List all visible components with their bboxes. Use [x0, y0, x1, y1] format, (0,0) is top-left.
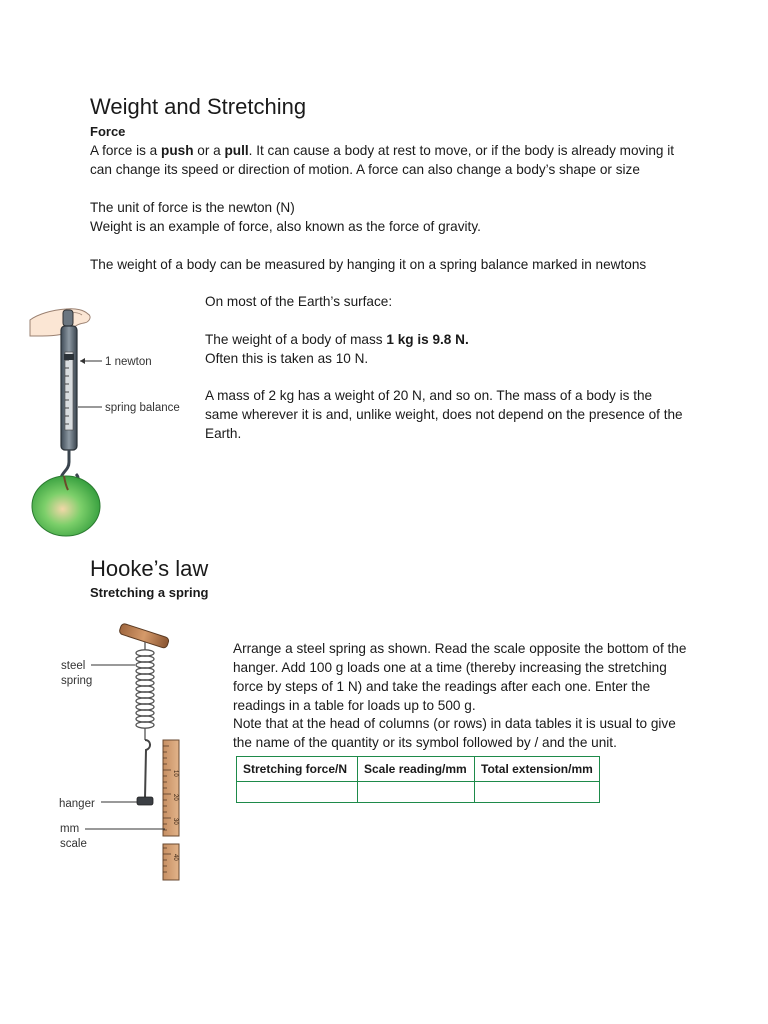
text-run: The weight of a body of mass: [205, 332, 387, 347]
label-1-newton: 1 newton: [105, 356, 152, 368]
force-definition: [90, 141, 690, 179]
weight-line: Weight is an example of force, also known as the force of gravity.: [90, 219, 481, 234]
unit-line: The unit of force is the newton (N): [90, 200, 295, 215]
label-spring-balance: spring balance: [105, 402, 180, 414]
earth-intro: On most of the Earth’s surface:: [205, 294, 393, 309]
table-note: Note that at the head of columns (or rows) in data tables it is usual to give the name of the quantity or its symbol followed by / and the unit.: [233, 716, 676, 750]
scale-tick-20: 20: [172, 794, 178, 801]
hanger-icon: [145, 740, 150, 798]
measure-line: The weight of a body can be measured by hanging it on a spring balance marked in newtons: [90, 257, 647, 272]
header-stretching-force: Stretching force/N: [237, 757, 358, 782]
label-spring: spring: [61, 675, 93, 687]
scale-tick-40: 40: [172, 854, 178, 861]
hookes-paragraph: Arrange a steel spring as shown. Read the scale opposite the bottom of the hanger. Add 100 g loads one at a time (thereby increasing the stretching force by steps of 1 N) and take the readings after each one. Enter the readings in a table for loads up to 500 g.: [233, 641, 687, 713]
label-steel: steel: [61, 660, 86, 672]
wooden-support-icon: [119, 623, 170, 649]
text-run: . It can cause a body at rest to move, or if the body is already moving it can change its speed or direction of motion. A force can also change a body’s shape or size: [90, 143, 675, 177]
table-cell[interactable]: [358, 782, 475, 803]
table-row: [237, 782, 600, 803]
bold-mass-value: 1 kg is 9.8 N.: [386, 332, 469, 347]
text-run: or a: [193, 143, 225, 158]
force-subtitle: Force: [90, 124, 126, 139]
mass-line: [205, 330, 469, 349]
spring-figure: [55, 622, 195, 884]
stretching-subtitle: Stretching a spring: [90, 585, 209, 600]
spring-icon: [136, 642, 154, 740]
header-scale-reading: Scale reading/mm: [358, 757, 475, 782]
scale-tick-10: 10: [172, 770, 178, 777]
page-title: Weight and Stretching: [90, 94, 307, 119]
label-mm: mm: [60, 823, 80, 835]
bold-push: push: [161, 143, 194, 158]
table-cell[interactable]: [475, 782, 600, 803]
hookes-law-title: Hooke’s law: [90, 556, 209, 581]
often-line: Often this is taken as 10 N.: [205, 351, 369, 366]
readings-table: [236, 756, 600, 803]
header-total-extension: Total extension/mm: [475, 757, 600, 782]
mass-paragraph: A mass of 2 kg has a weight of 20 N, and so on. The mass of a body is the same wherever it is and, unlike weight, does not depend on the presence of the Earth.: [205, 388, 683, 441]
label-hanger: hanger: [59, 798, 95, 810]
table-header-row: [237, 757, 600, 782]
text-run: A force is a: [90, 143, 162, 158]
bold-pull: pull: [224, 143, 249, 158]
spring-balance-figure: [28, 300, 198, 545]
scale-tick-30: 30: [172, 818, 178, 825]
label-scale: scale: [60, 838, 87, 850]
hand-icon: [30, 309, 90, 336]
table-cell[interactable]: [237, 782, 358, 803]
